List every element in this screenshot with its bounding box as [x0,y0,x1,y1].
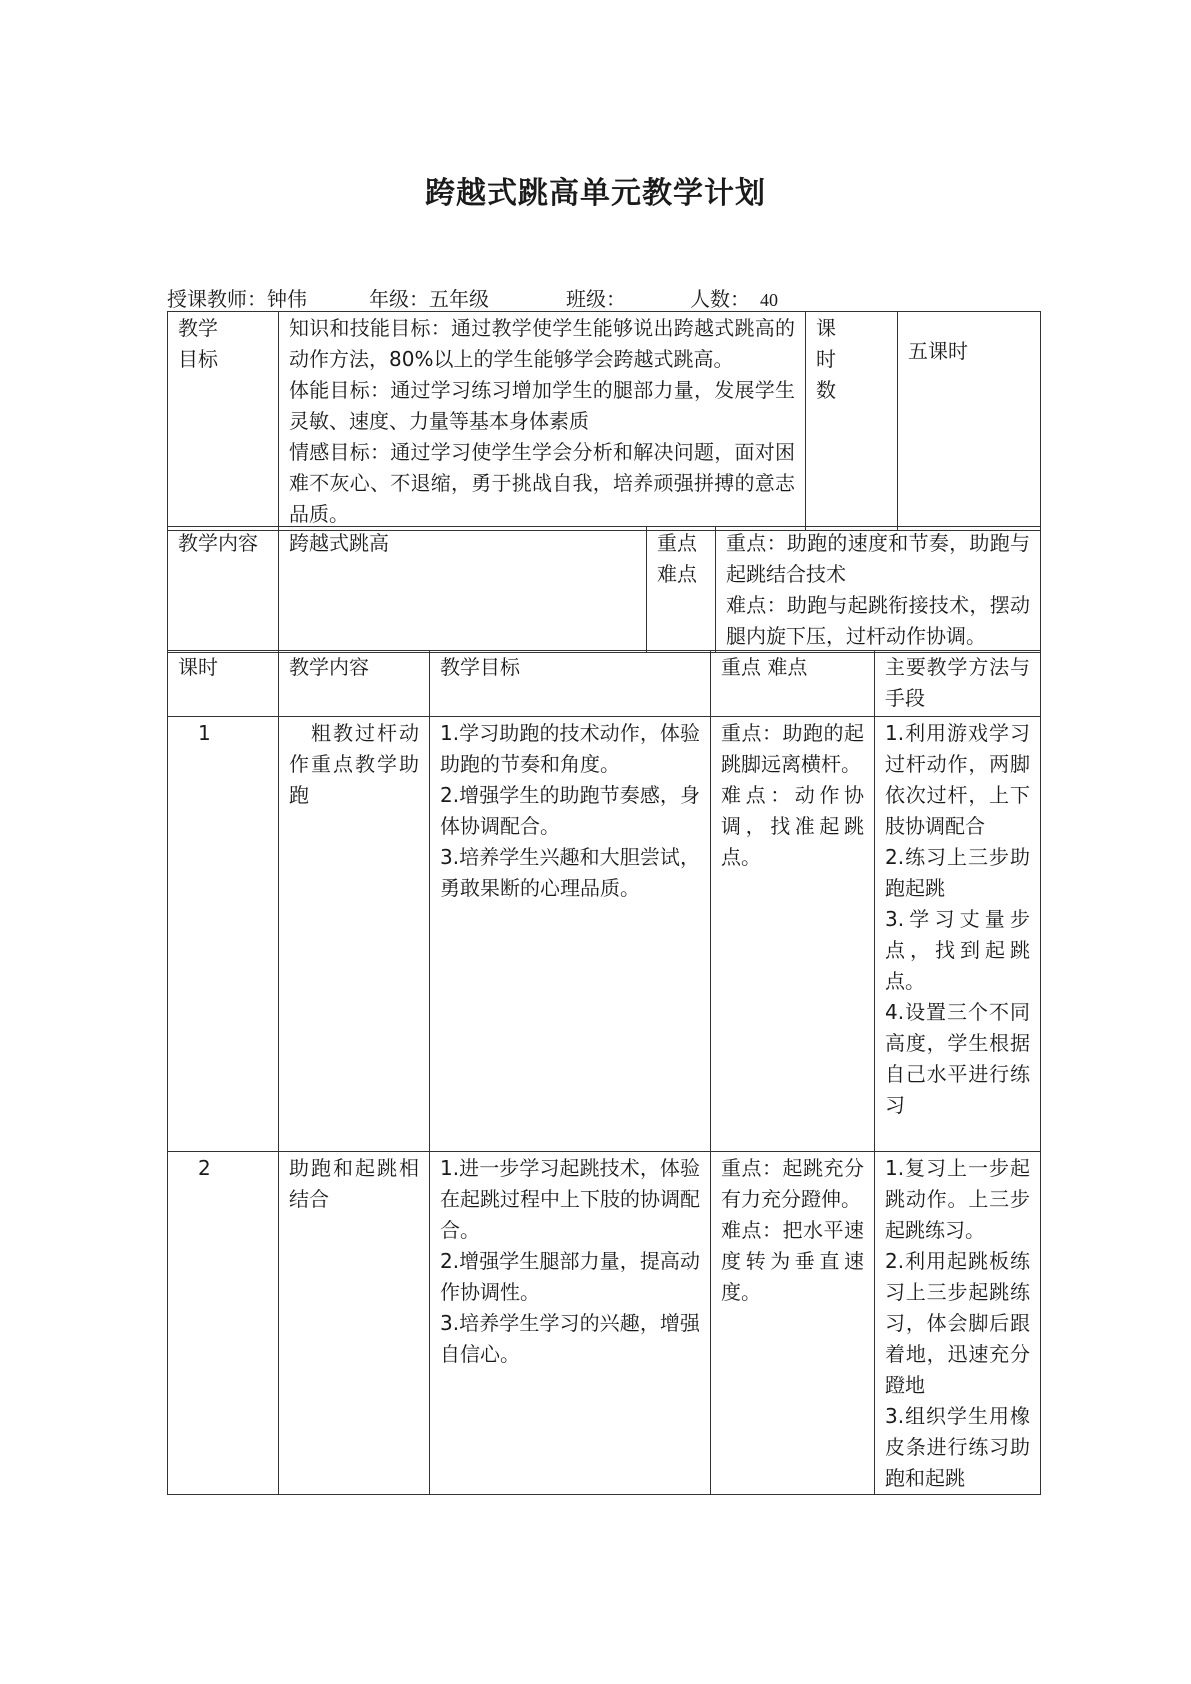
table-row [168,717,1041,1152]
header-goals: 教学目标 [430,651,711,717]
objectives-label: 教学 目标 [168,312,279,531]
lesson-key-points: 重点：起跳充分有力充分蹬伸。 难点：把水平速度转为垂直速度。 [711,1152,875,1495]
content-table [167,526,1041,653]
lesson-content: 粗教过杆动作重点教学助跑 [279,717,430,1152]
lesson-table [167,650,1041,1495]
grade-info [369,283,489,312]
lesson-goals: 1.进一步学习起跳技术，体验在起跳过程中上下肢的协调配合。 2.增强学生腿部力量，提高动作协调性。 3.培养学生学习的兴趣，增强自信心。 [430,1152,711,1495]
count-info [690,283,778,312]
page-title: 跨越式跳高单元教学计划 [425,176,766,211]
objectives-table [167,311,1041,531]
lesson-methods: 1.复习上一步起跳动作。上三步起跳练习。 2.利用起跳板练习上三步起跳练习，体会脚后跟着地，迅速充分蹬地 3.组织学生用橡皮条进行练习助跑和起跳 [875,1152,1041,1495]
teacher-info [167,283,307,312]
grade-label: 年级： [369,287,429,311]
count-value: 40 [760,290,778,310]
lesson-number: 1 [168,717,279,1152]
count-label: 人数： [690,287,750,311]
hours-label: 课 时 数 [806,312,898,531]
lesson-methods: 1.利用游戏学习过杆动作，两脚依次过杆，上下肢协调配合 2.练习上三步助跑起跳 3.学习丈量步点，找到起跳点。 4.设置三个不同高度，学生根据自己水平进行练习 [875,717,1041,1152]
class-label: 班级： [566,287,626,311]
lesson-goals: 1.学习助跑的技术动作，体验助跑的节奏和角度。 2.增强学生的助跑节奏感，身体协调配合。 3.培养学生兴趣和大胆尝试，勇敢果断的心理品质。 [430,717,711,1152]
teacher-label: 授课教师： [167,287,267,311]
header-methods: 主要教学方法与手段 [875,651,1041,717]
grade-value: 五年级 [429,287,489,311]
header-content: 教学内容 [279,651,430,717]
key-difficulty-text: 重点：助跑的速度和节奏，助跑与起跳结合技术 难点：助跑与起跳衔接技术，摆动腿内旋下压，过杆动作协调。 [716,527,1041,653]
lesson-number: 2 [168,1152,279,1495]
content-value: 跨越式跳高 [279,527,647,653]
teacher-name: 钟伟 [267,287,307,311]
lesson-header-row [168,651,1041,717]
content-label: 教学内容 [168,527,279,653]
objectives-text: 知识和技能目标：通过教学使学生能够说出跨越式跳高的动作方法，80%以上的学生能够学会跨越式跳高。 体能目标：通过学习练习增加学生的腿部力量，发展学生灵敏、速度、力量等基本身体素质 情感目标：通过学习使学生学会分析和解决问题，面对困难不灰心、不退缩，勇于挑战自我，培养顽强拼搏的意志品质。 [279,312,806,531]
table-row [168,1152,1041,1495]
class-info [566,283,626,312]
lesson-content: 助跑和起跳相结合 [279,1152,430,1495]
key-difficulty-label: 重点 难点 [647,527,716,653]
header-lesson: 课时 [168,651,279,717]
header-key-points: 重点 难点 [711,651,875,717]
hours-value: 五课时 [898,312,1041,531]
lesson-key-points: 重点：助跑的起跳脚远离横杆。 难点：动作协调，找准起跳点。 [711,717,875,1152]
